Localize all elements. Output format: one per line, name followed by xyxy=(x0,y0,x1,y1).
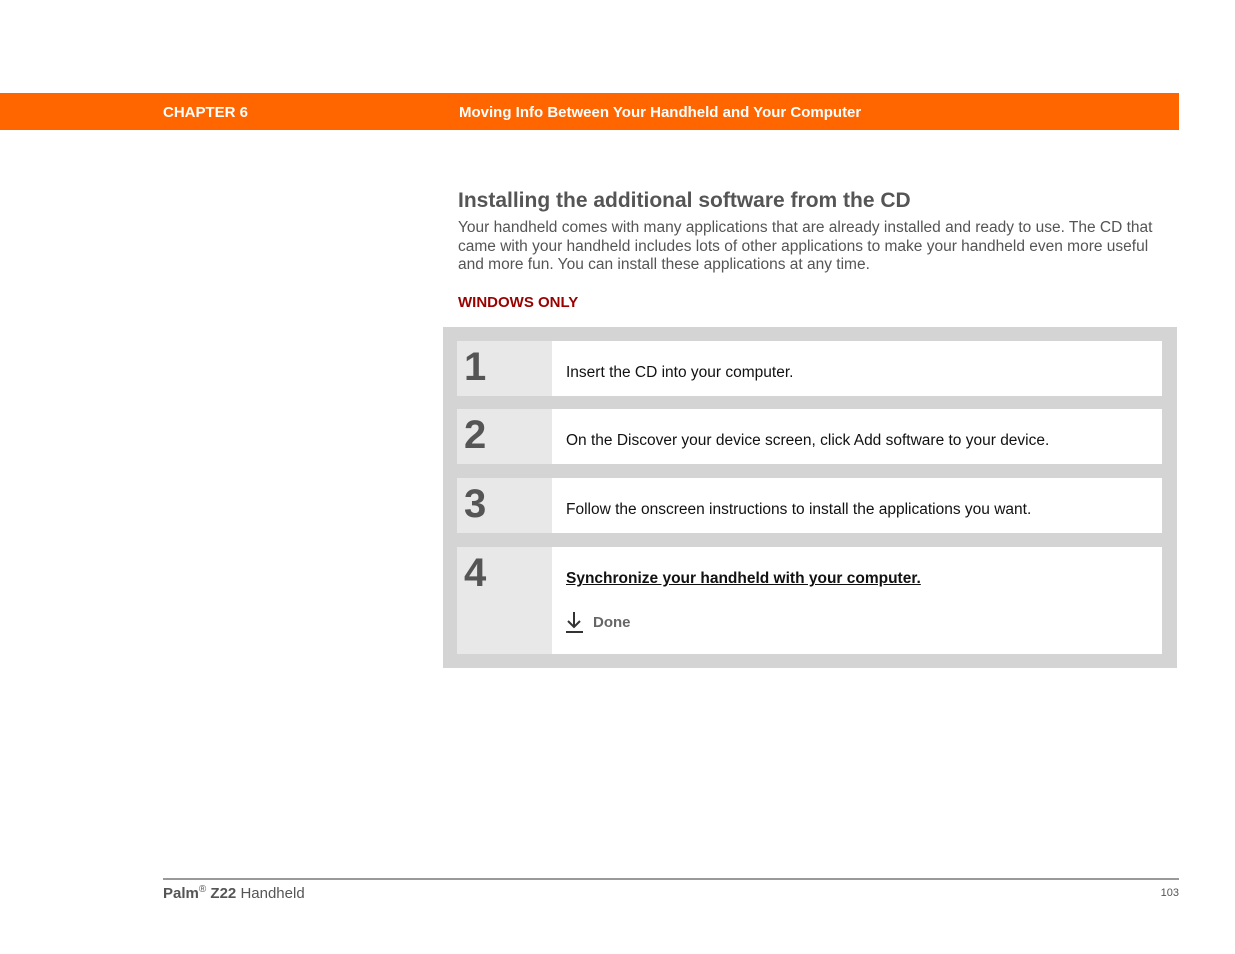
footer-divider xyxy=(163,878,1179,880)
platform-label: WINDOWS ONLY xyxy=(458,294,579,311)
step-number: 3 xyxy=(457,478,552,533)
chapter-title: Moving Info Between Your Handheld and Your Computer xyxy=(459,104,862,121)
footer-product-name: Handheld xyxy=(240,885,305,902)
step-2 xyxy=(457,409,1162,464)
footer-brand: Palm xyxy=(163,885,199,902)
step-3 xyxy=(457,478,1162,533)
footer-product xyxy=(163,884,305,902)
step-text: Insert the CD into your computer. xyxy=(566,364,794,381)
chapter-header xyxy=(0,93,1179,130)
step-body xyxy=(552,478,1162,533)
step-body xyxy=(552,341,1162,396)
done-arrow-icon xyxy=(566,611,584,634)
footer-model: Z22 xyxy=(210,885,237,902)
synchronize-link[interactable]: Synchronize your handheld with your computer. xyxy=(566,570,921,587)
section-title: Installing the additional software from the CD xyxy=(458,189,911,212)
step-text: Follow the onscreen instructions to install the applications you want. xyxy=(566,501,1032,518)
step-body xyxy=(552,547,1162,654)
page-number: 103 xyxy=(1160,887,1179,899)
done-marker xyxy=(566,611,631,634)
done-label: Done xyxy=(593,614,631,631)
intro-paragraph: Your handheld comes with many applications that are already installed and ready to use. The CD that came with your handheld includes lots of other applications to make your handheld even more useful and more fun. You can install these applications at any time. xyxy=(458,219,1153,273)
step-text: On the Discover your device screen, click Add software to your device. xyxy=(566,432,1050,449)
step-body xyxy=(552,409,1162,464)
step-number: 1 xyxy=(457,341,552,396)
steps-panel xyxy=(443,327,1177,668)
step-4 xyxy=(457,547,1162,654)
step-number: 2 xyxy=(457,409,552,464)
step-1 xyxy=(457,341,1162,396)
chapter-label: CHAPTER 6 xyxy=(163,104,249,121)
registered-mark: ® xyxy=(198,884,207,895)
step-number: 4 xyxy=(457,547,552,654)
